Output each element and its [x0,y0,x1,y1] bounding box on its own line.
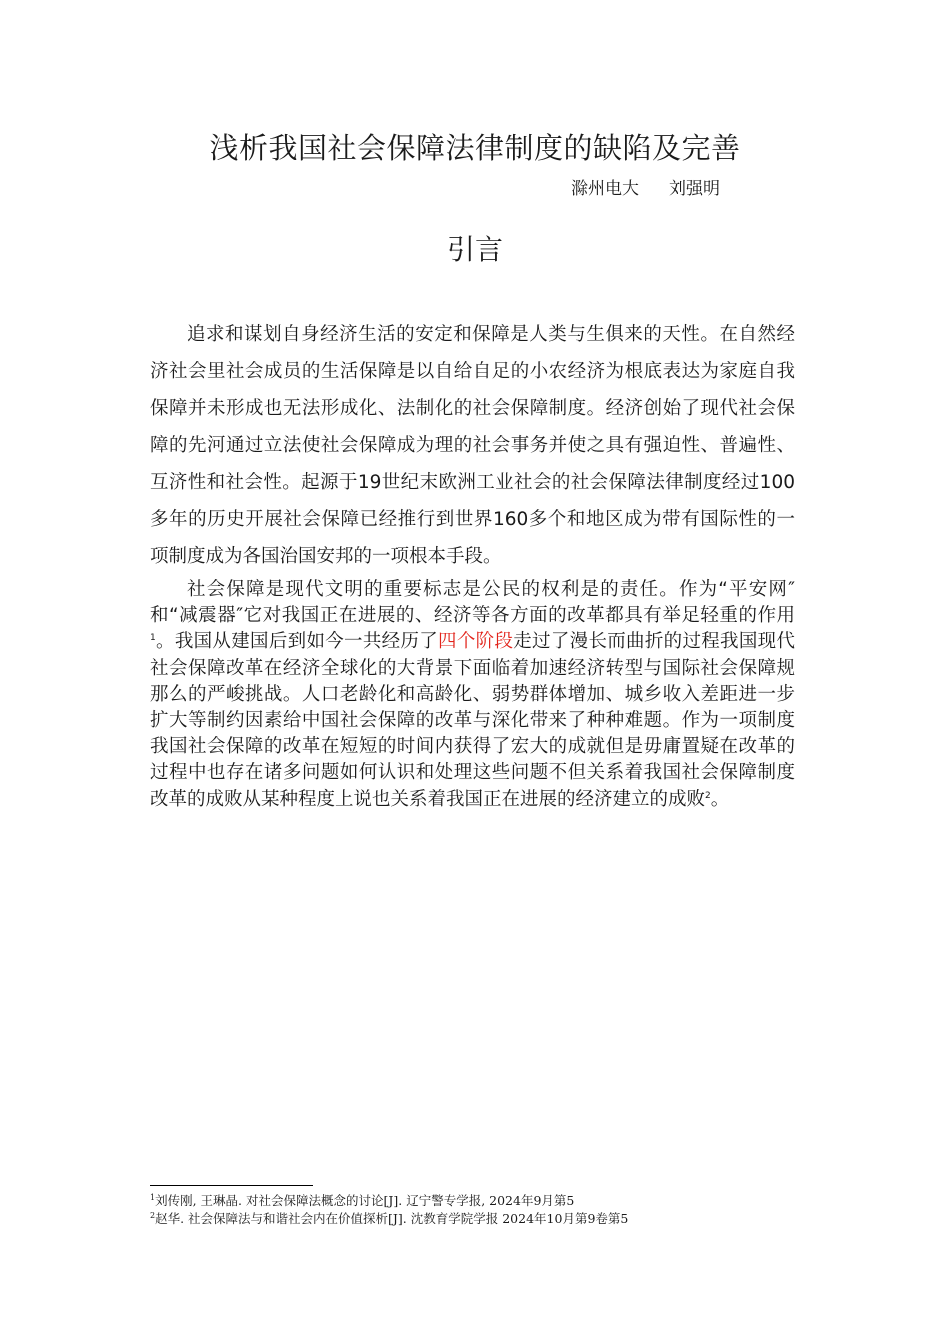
author-institution: 滁州电大 [571,179,639,199]
paragraph-2-text-c: 走过了漫长而曲折的过程我国现代社会保障改革在经济全球化的大背景下面临着加速经济转型与国际社会保障规那么的严峻挑战。人口老龄化和高龄化、弱势群体增加、城乡收入差距进一步扩大等制约因素给中国社会保障的改革与深化带来了种种难题。作为一项制度我国社会保障的改革在短短的时间内获得了宏大的成就但是毋庸置疑在改革的过程中也存在诸多问题如何认识和处理这些问题不但关系着我国社会保障制度改革的成败从某种程度上说也关系着我国正在进展的经济建立的成败 [150,631,795,810]
footnote-1-mark: 1 [150,1192,156,1202]
footnote-ref-2[interactable]: 2 [705,790,711,801]
paragraph-2-text-d: 。 [710,788,730,810]
paragraph-2-text-a: 社会保障是现代文明的重要标志是公民的权利是的责任。作为“平安网″和“减震器″它对我国正在进展的、经济等各方面的改革都具有举足轻重的作用 [150,579,795,627]
body-paragraph-2 [150,577,795,813]
footnote-1 [150,1191,574,1209]
footnote-1-text: 刘传刚, 王琳晶. 对社会保障法概念的讨论[J]. 辽宁警专学报, 2024年9月第5 [155,1193,575,1208]
highlighted-phrase: 四个阶段 [438,631,514,653]
author-name: 刘强明 [669,179,720,199]
footnote-2-mark: 2 [150,1210,156,1220]
footnote-2 [150,1209,628,1227]
author-line [571,174,720,199]
footnote-divider [150,1185,313,1186]
section-heading: 引言 [446,233,503,266]
paragraph-2-text-b: 。我国从建国后到如今一共经历了 [155,631,439,653]
body-paragraph-1: 追求和谋划自身经济生活的安定和保障是人类与生俱来的天性。在自然经济社会里社会成员的生活保障是以自给自足的小农经济为根底表达为家庭自我保障并未形成也无法形成化、法制化的社会保障制度。经济创始了现代社会保障的先河通过立法使社会保障成为理的社会事务并使之具有强迫性、普遍性、互济性和社会性。起源于19世纪末欧洲工业社会的社会保障法律制度经过100多年的历史开展社会保障已经推行到世界160多个和地区成为带有国际性的一项制度成为各国治国安邦的一项根本手段。 [150,324,795,567]
document-title: 浅析我国社会保障法律制度的缺陷及完善 [209,131,741,165]
footnote-ref-1[interactable]: 1 [150,633,156,644]
footnote-2-text: 赵华. 社会保障法与和谐社会内在价值探析[J]. 沈教育学院学报 2024年10月第9卷第5 [155,1211,629,1226]
